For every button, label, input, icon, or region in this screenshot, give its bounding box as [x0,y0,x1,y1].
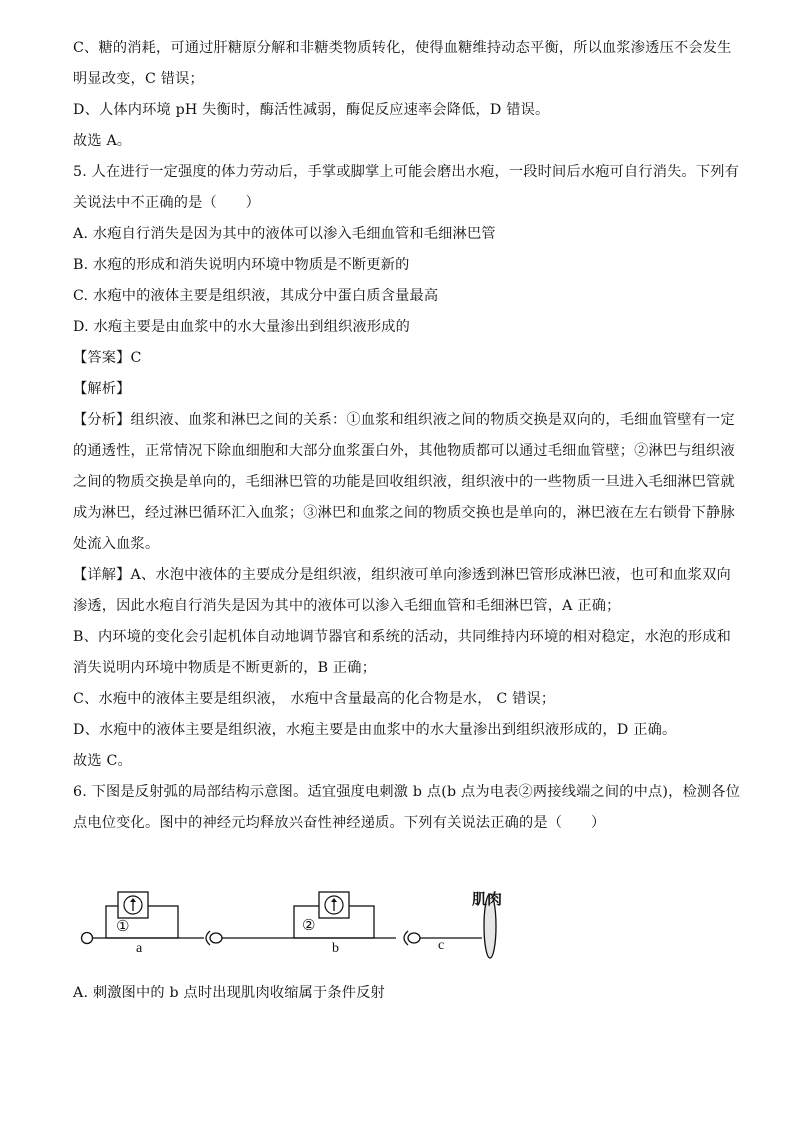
detail-text: 渗透，因此水疱自行消失是因为其中的液体可以渗入毛细血管和毛细淋巴管，A 正确； [73,598,621,614]
analysis-text: 处流入血浆。 [73,536,160,552]
detail-text: 消失说明内环境中物质是不断更新的，B 正确； [73,660,377,676]
analysis-text: 成为淋巴，经过淋巴循环汇入血浆；③淋巴和血浆之间的物质交换也是单向的，淋巴液在左右锁骨下静脉 [73,505,735,521]
question-5-option-b: B. 水疱的形成和消失说明内环境中物质是不断更新的 [73,257,410,273]
meter-1-label: ① [116,917,130,935]
point-a-label: a [136,941,143,956]
answer-label: 【答案】C [73,350,142,366]
question-5-option-a: A. 水疱自行消失是因为其中的液体可以渗入毛细血管和毛细淋巴管 [73,226,496,242]
question-6-option-a: A. 刺激图中的 b 点时出现肌肉收缩属于条件反射 [73,985,385,1001]
text-line: 明显改变，C 错误； [73,71,204,87]
text-line: 故选 A。 [73,133,132,149]
question-5-option-d: D. 水疱主要是由血浆中的水大量渗出到组织液形成的 [73,319,411,335]
text-line: D、人体内环境 pH 失衡时，酶活性减弱，酶促反应速率会降低，D 错误。 [73,102,550,118]
detail-text: 故选 C。 [73,753,132,769]
reflex-arc-diagram [78,886,508,966]
detail-text: C、水疱中的液体主要是组织液， 水疱中含量最高的化合物是水， C 错误； [73,691,556,707]
question-5-stem: 5. 人在进行一定强度的体力劳动后，手掌或脚掌上可能会磨出水疱，一段时间后水疱可自行消失。下列有 [73,164,740,180]
point-c-label: c [438,938,445,953]
analysis-label: 【解析】 [73,381,131,397]
synapse-1-post [210,933,222,943]
point-b-label: b [332,941,339,956]
meter-2-label: ② [302,916,316,934]
question-5-stem: 关说法中不正确的是（ ） [73,195,261,211]
synapse-2-post [408,933,420,943]
question-5-option-c: C. 水疱中的液体主要是组织液，其成分中蛋白质含量最高 [73,288,439,304]
detail-text: 【详解】A、水泡中液体的主要成分是组织液，组织液可单向渗透到淋巴管形成淋巴液，也可和血浆双向 [73,567,731,583]
detail-text: B、内环境的变化会引起机体自动地调节器官和系统的活动，共同维持内环境的相对稳定，水泡的形成和 [73,629,732,645]
analysis-text: 之间的物质交换是单向的，毛细淋巴管的功能是回收组织液，组织液中的一些物质一旦进入毛细淋巴管就 [73,474,735,490]
text-line: C、糖的消耗，可通过肝糖原分解和非糖类物质转化，使得血糖维持动态平衡，所以血浆渗透压不会发生 [73,40,732,56]
detail-text: D、水疱中的液体主要是组织液，水疱主要是由血浆中的水大量渗出到组织液形成的，D 正确。 [73,722,677,738]
analysis-text: 【分析】组织液、血浆和淋巴之间的关系：①血浆和组织液之间的物质交换是双向的，毛细血管壁有一定 [73,412,735,428]
muscle-label: 肌肉 [472,890,503,908]
question-6-stem: 点电位变化。图中的神经元均释放兴奋性神经递质。下列有关说法正确的是（ ） [73,815,606,831]
question-6-stem: 6. 下图是反射弧的局部结构示意图。适宜强度电刺激 b 点(b 点为电表②两接线端之间的中点)，检测各位 [73,784,741,800]
analysis-text: 的通透性，正常情况下除血细胞和大部分血浆蛋白外，其他物质都可以通过毛细血管壁；②淋巴与组织液 [73,443,735,459]
neuron-soma [82,933,93,944]
